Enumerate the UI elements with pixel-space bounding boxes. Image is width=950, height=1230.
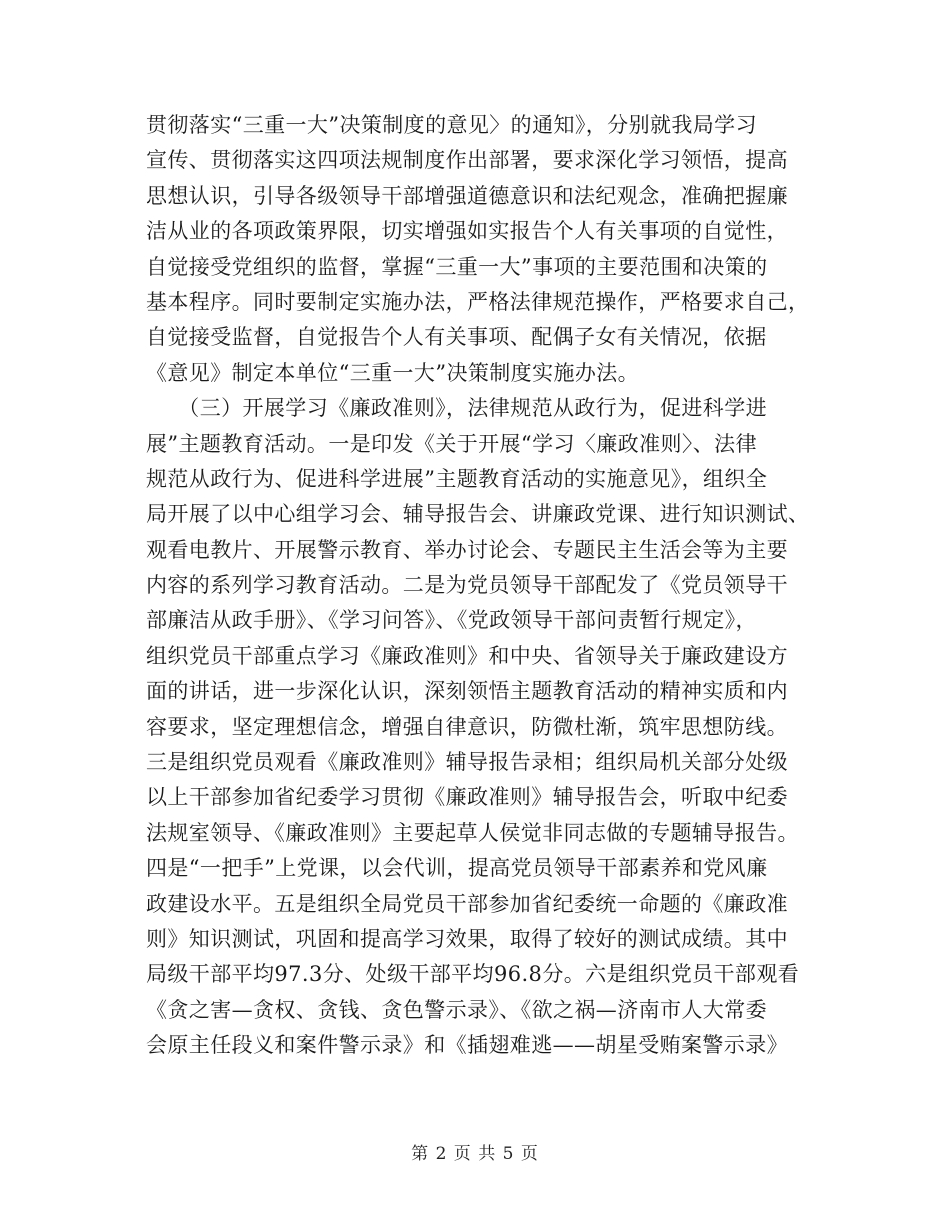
text-line: 会原主任段义和案件警示录》和《插翅难逃——胡星受贿案警示录》 [146,1033,788,1058]
text-line: 规范从政行为、促进科学进展”主题教育活动的实施意见》，组织全 [146,466,768,491]
text-line: 基本程序。同时要制定实施办法，严格法律规范操作，严格要求自己， [146,289,810,314]
text-line: 自觉接受监督，自觉报告个人有关事项、配偶子女有关情况，依据 [146,325,767,350]
text-line: 三是组织党员观看《廉政准则》辅导报告录相；组织局机关部分处级 [146,750,788,775]
text-line: 宣传、贯彻落实这四项法规制度作出部署，要求深化学习领悟，提高 [146,148,788,173]
text-line: 《意见》制定本单位“三重一大”决策制度实施办法。 [146,360,640,385]
text-line: 洁从业的各项政策界限，切实增强如实报告个人有关事项的自觉性， [146,219,788,244]
text-line: 贯彻落实“三重一大”决策制度的意见〉的通知》，分别就我局学习 [146,113,757,137]
text-line: 以上干部参加省纪委学习贯彻《廉政准则》辅导报告会，听取中纪委 [146,785,788,810]
text-line: 组织党员干部重点学习《廉政准则》和中央、省领导关于廉政建设方 [146,643,788,668]
text-line: 《贪之害—贪权、贪钱、贪色警示录》、《欲之祸—济南市人大常委 [146,997,767,1022]
text-line: 展”主题教育活动。一是印发《关于开展“学习〈廉政准则〉、法律 [146,431,757,456]
text-line: 局级干部平均97.3分、处级干部平均96.8分。六是组织党员干部观看 [146,962,800,987]
text-line: 自觉接受党组织的监督，掌握“三重一大”事项的主要范围和决策的 [146,254,768,279]
text-line: 面的讲话，进一步深化认识，深刻领悟主题教育活动的精神实质和内 [146,679,788,704]
text-line: 则》知识测试，巩固和提高学习效果，取得了较好的测试成绩。其中 [146,926,788,951]
text-line: 法规室领导、《廉政准则》主要起草人侯觉非同志做的专题辅导报告。 [146,820,799,845]
text-line: 观看电教片、开展警示教育、举办讨论会、专题民主生活会等为主要 [146,537,788,562]
body-text [146,108,836,1064]
section-heading-line: （三）开展学习《廉政准则》，法律规范从政行为，促进科学进 [146,396,767,421]
text-line: 部廉洁从政手册》、《学习问答》、《党政领导干部问责暂行规定》， [146,608,757,633]
text-line: 局开展了以中心组学习会、辅导报告会、讲廉政党课、进行知识测试、 [146,502,810,527]
text-line: 容要求，坚定理想信念，增强自律意识，防微杜渐，筑牢思想防线。 [146,714,788,739]
text-line: 思想认识，引导各级领导干部增强道德意识和法纪观念，准确把握廉 [146,183,788,208]
text-line: 四是“一把手”上党课，以会代训，提高党员领导干部素养和党风廉 [146,856,768,881]
text-line: 内容的系列学习教育活动。二是为党员领导干部配发了《党员领导干 [146,573,788,598]
text-line: 政建设水平。五是组织全局党员干部参加省纪委统一命题的《廉政准 [146,891,788,916]
page-number-footer: 第 2 页 共 5 页 [411,1144,539,1164]
